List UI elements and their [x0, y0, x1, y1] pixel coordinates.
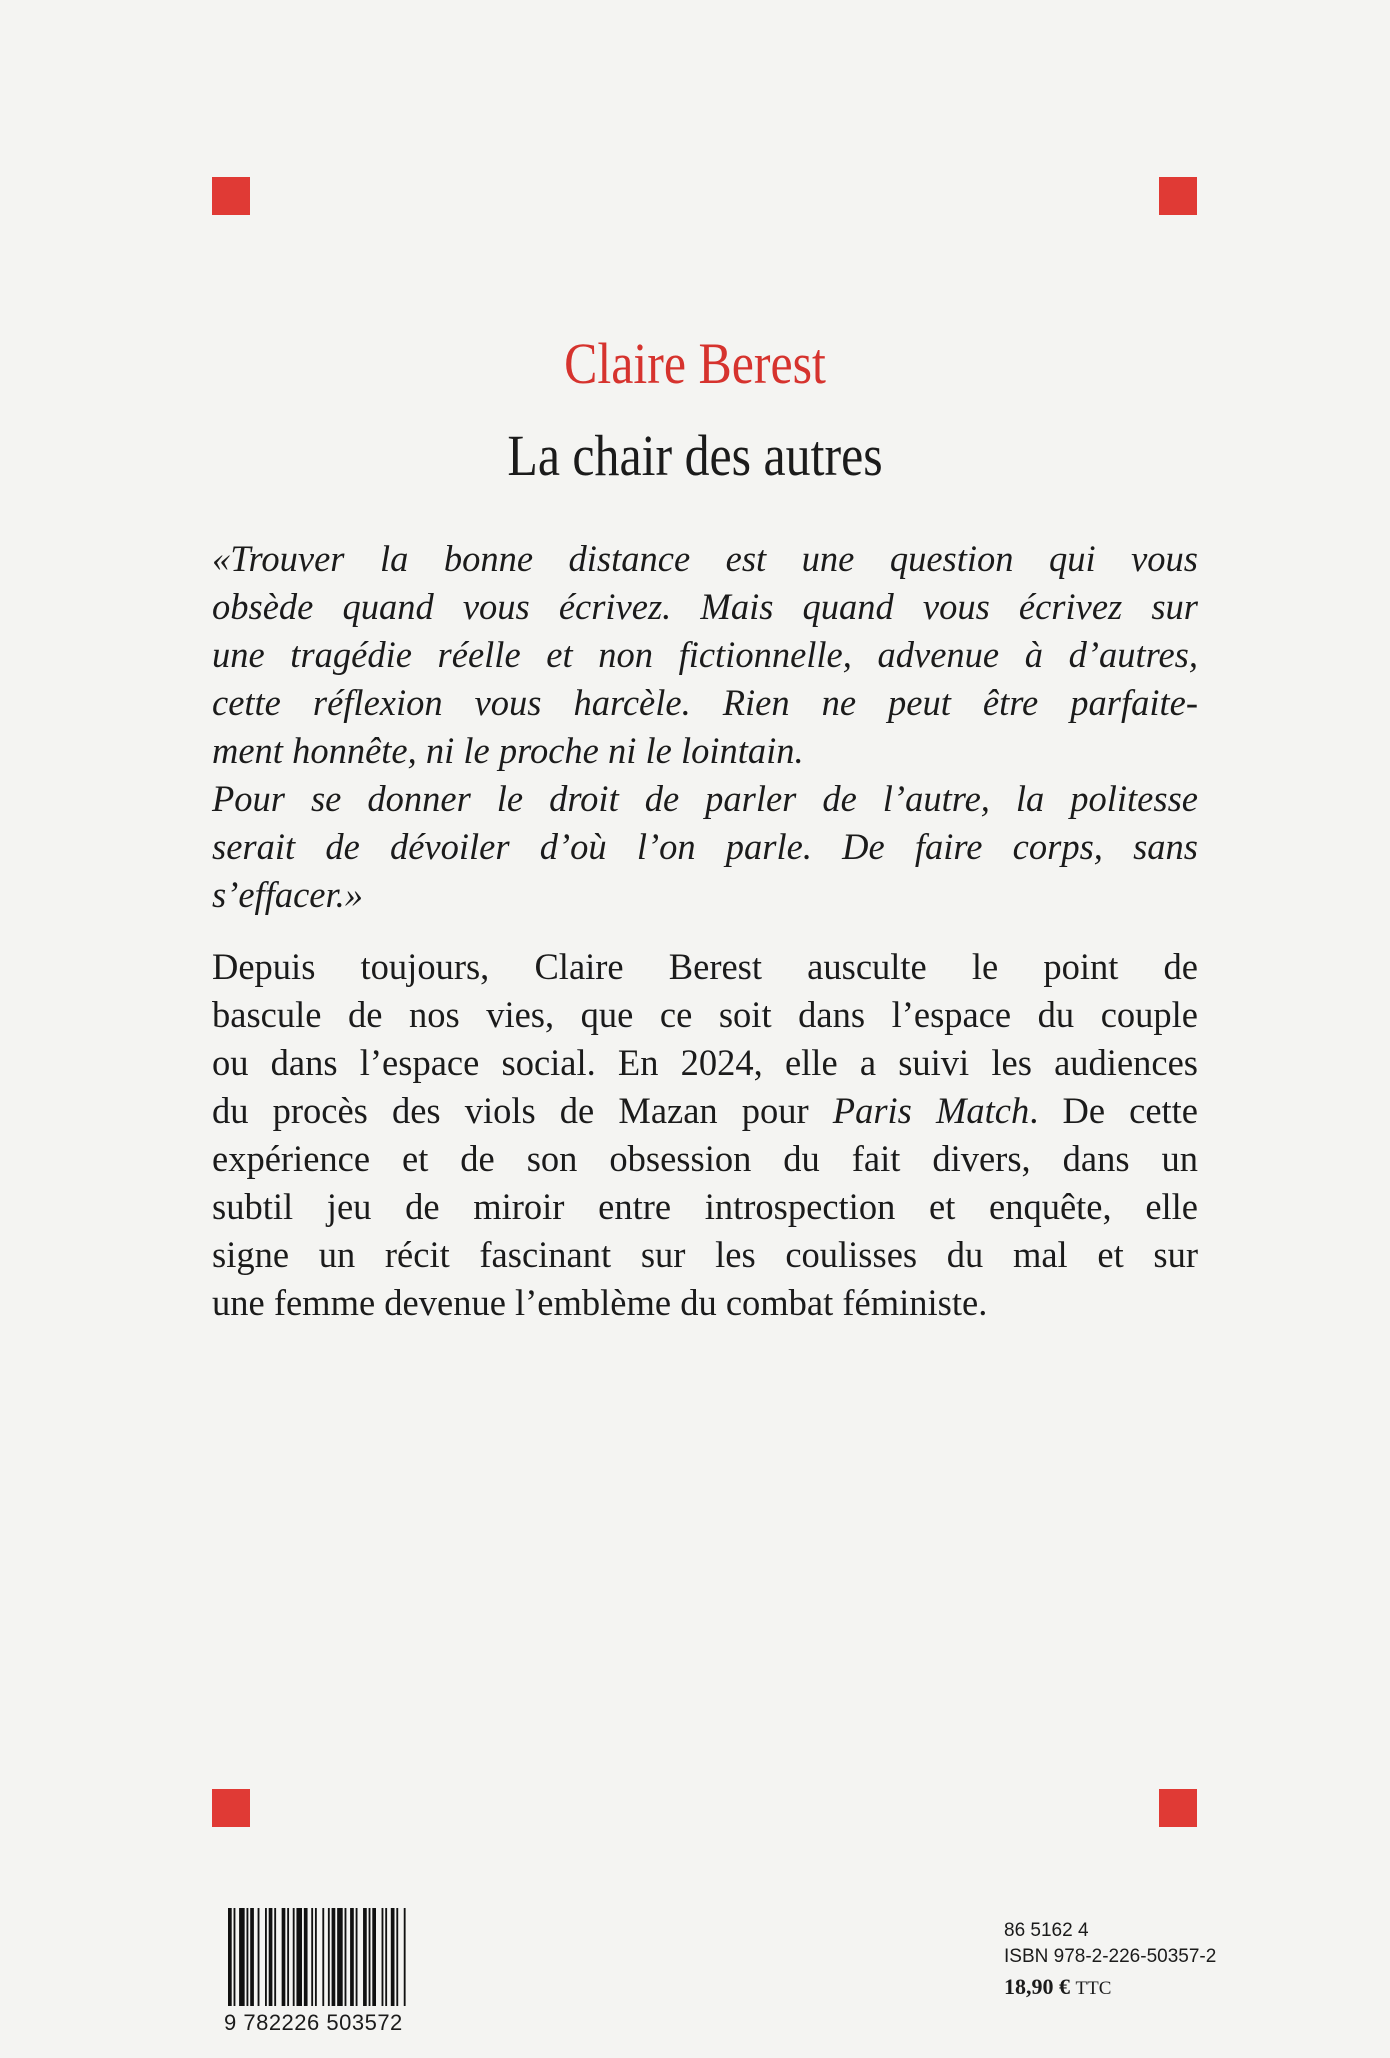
blurb-line: signe un récit fascinant sur les coulisses du mal et sur	[212, 1234, 1198, 1275]
blurb-line: une femme devenue l’emblème du combat féministe.	[212, 1282, 988, 1323]
red-square-top-right	[1159, 177, 1197, 215]
book-title: La chair des autres	[507, 423, 883, 488]
blurb-line: expérience et de son obsession du fait divers, dans un	[212, 1138, 1198, 1179]
red-square-bottom-right	[1159, 1789, 1197, 1827]
price-info	[1004, 1918, 1216, 2002]
blurb-line	[212, 1087, 1198, 1135]
quote-line: obsède quand vous écrivez. Mais quand vous écrivez sur	[212, 586, 1198, 627]
quote-line: une tragédie réelle et non fictionnelle, advenue à d’autres,	[212, 634, 1198, 675]
red-square-bottom-left	[212, 1789, 250, 1827]
blurb-text-run: du procès des viols de Mazan pour	[212, 1090, 833, 1131]
barcode-digits: 9 782226 503572	[224, 2010, 403, 2035]
quote-line: «Trouver la bonne distance est une question qui vous	[212, 538, 1198, 579]
blurb-line: Depuis toujours, Claire Berest ausculte le point de	[212, 946, 1198, 987]
product-code: 86 5162 4	[1004, 1920, 1089, 1941]
quote-block	[212, 535, 1198, 919]
price-value: 18,90 €	[1004, 1974, 1070, 1999]
blurb-line: ou dans l’espace social. En 2024, elle a suivi les audiences	[212, 1042, 1198, 1083]
blurb-text-run: . De cette	[1029, 1090, 1199, 1131]
magazine-name: Paris Match	[832, 1090, 1030, 1131]
quote-line: cette réflexion vous harcèle. Rien ne peut être parfaite-	[212, 682, 1198, 723]
red-square-top-left	[212, 177, 250, 215]
quote-line: Pour se donner le droit de parler de l’autre, la politesse	[212, 778, 1198, 819]
blurb-line: bascule de nos vies, que ce soit dans l’espace du couple	[212, 994, 1198, 1035]
isbn: ISBN 978-2-226-50357-2	[1004, 1946, 1217, 1967]
quote-line: serait de dévoiler d’où l’on parle. De faire corps, sans	[212, 826, 1198, 867]
author-name: Claire Berest	[564, 331, 826, 396]
quote-line: s’effacer.»	[212, 874, 364, 915]
price-ttc: TTC	[1075, 1978, 1112, 1999]
blurb-text	[212, 943, 1198, 1327]
price	[1004, 1974, 1216, 2002]
blurb-line: subtil jeu de miroir entre introspection et enquête, elle	[212, 1186, 1198, 1227]
quote-line: ment honnête, ni le proche ni le lointain.	[212, 730, 804, 771]
